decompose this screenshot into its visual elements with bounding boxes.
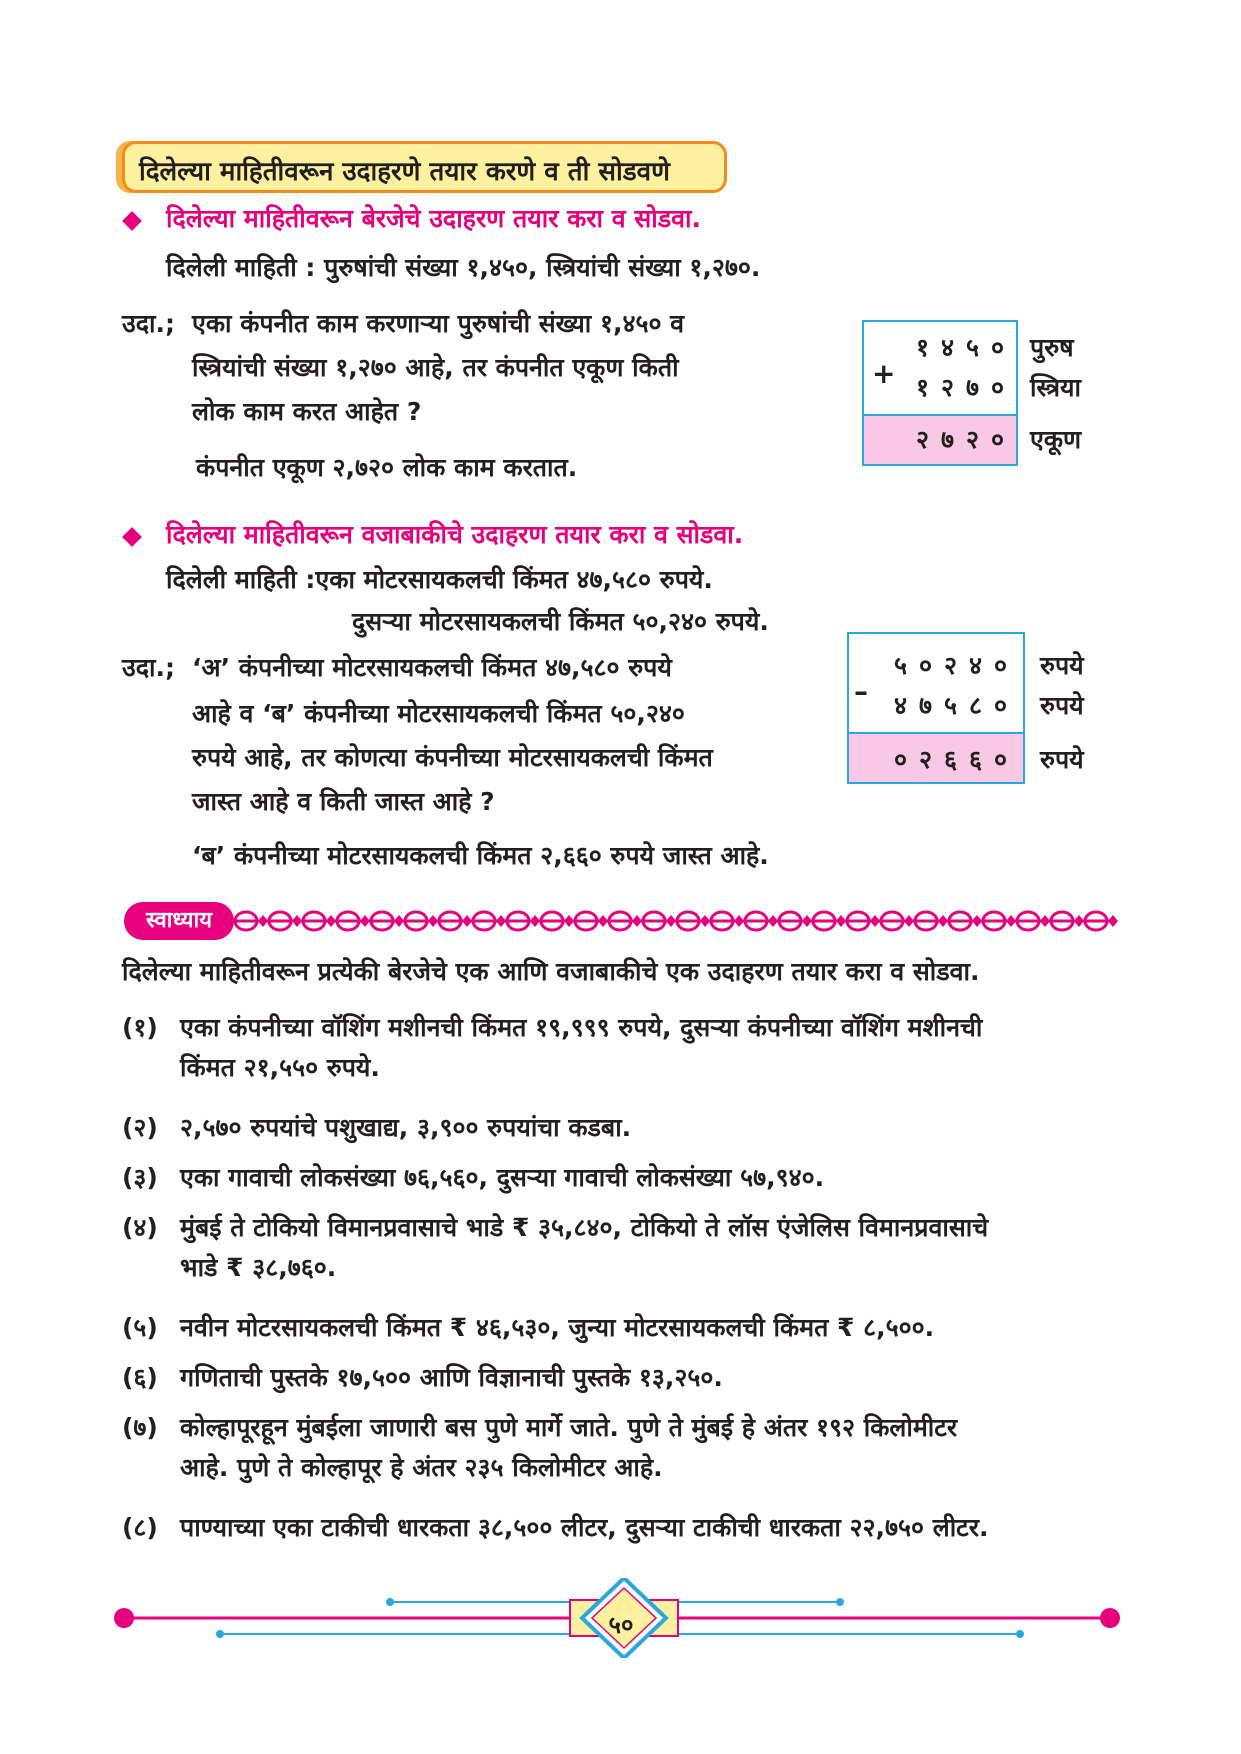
- exercise-item-number: (६): [122, 1363, 158, 1392]
- subtraction-label: रुपये: [1040, 651, 1084, 680]
- addition-answer: कंपनीत एकूण २,७२० लोक काम करतात.: [196, 453, 578, 482]
- exercise-instruction: दिलेल्या माहितीवरून प्रत्येकी बेरजेचे एक आणि वजाबाकीचे एक उदाहरण तयार करा व सोडवा.: [122, 957, 980, 986]
- exercise-item-number: (१): [122, 1013, 158, 1042]
- exercise-item-line: २,५७० रुपयांचे पशुखाद्य, ३,९०० रुपयांचा कडबा.: [180, 1113, 632, 1142]
- subtraction-total: ०२६६०: [894, 745, 1020, 774]
- subtraction-label: रुपये: [1040, 691, 1084, 720]
- addition-label: पुरुष: [1030, 333, 1074, 362]
- subtraction-example-label: उदा.;: [122, 653, 175, 682]
- subtraction-given: दुसऱ्या मोटरसायकलची किंमत ५०,२४० रुपये.: [352, 607, 769, 636]
- addition-label: स्त्रिया: [1030, 373, 1081, 402]
- subtraction-row2: ४७५८०: [894, 691, 1020, 720]
- subtraction-given: दिलेली माहिती :एका मोटरसायकलची किंमत ४७,५८० रुपये.: [166, 565, 713, 594]
- subtraction-row1: ५०२४०: [894, 651, 1020, 680]
- exercise-item-line: पाण्याच्या एका टाकीची धारकता ३८,५०० लीटर, दुसऱ्या टाकीची धारकता २२,७५० लीटर.: [180, 1513, 989, 1542]
- exercise-item-line: मुंबई ते टोकियो विमानप्रवासाचे भाडे ₹ ३५,८४०, टोकियो ते लॉस एंजेलिस विमानप्रवासाचे: [180, 1213, 989, 1242]
- diamond-bullet-icon: [122, 211, 142, 231]
- subtraction-example-line: ‘अ’ कंपनीच्या मोटरसायकलची किंमत ४७,५८० रुपये: [192, 653, 672, 682]
- exercise-item-line: एका गावाची लोकसंख्या ७६,५६०, दुसऱ्या गावाची लोकसंख्या ५७,९४०.: [180, 1163, 825, 1192]
- exercise-item-number: (७): [122, 1413, 158, 1442]
- addition-example-line: लोक काम करत आहेत ?: [192, 397, 422, 426]
- exercise-item-line: एका कंपनीच्या वॉशिंग मशीनची किंमत १९,९९९ रुपये, दुसऱ्या कंपनीच्या वॉशिंग मशीनची: [180, 1013, 983, 1042]
- section-heading: [122, 141, 727, 193]
- exercise-item-line: भाडे ₹ ३८,७६०.: [180, 1253, 337, 1282]
- addition-given: दिलेली माहिती : पुरुषांची संख्या १,४५०, स्त्रियांची संख्या १,२७०.: [166, 253, 761, 282]
- exercise-item-line: गणिताची पुस्तके १७,५०० आणि विज्ञानाची पुस्तके १३,२५०.: [180, 1363, 723, 1392]
- subtraction-example-line: जास्त आहे व किती जास्त आहे ?: [192, 787, 495, 816]
- subtraction-label-total: रुपये: [1040, 745, 1084, 774]
- exercise-item-number: (२): [122, 1113, 158, 1142]
- exercise-item-number: (४): [122, 1213, 158, 1242]
- exercise-item-line: आहे. पुणे ते कोल्हापूर हे अंतर २३५ किलोमीटर आहे.: [180, 1453, 663, 1482]
- exercise-item-line: नवीन मोटरसायकलची किंमत ₹ ४६,५३०, जुन्या मोटरसायकलची किंमत ₹ ८,५००.: [180, 1313, 935, 1342]
- addition-example-label: उदा.;: [122, 309, 175, 338]
- addition-example-line: एका कंपनीत काम करणाऱ्या पुरुषांची संख्या १,४५० व: [192, 309, 685, 338]
- subtraction-operator: –: [854, 675, 868, 708]
- addition-total: २७२०: [916, 425, 1017, 454]
- page-number: ५०: [608, 1611, 634, 1639]
- addition-operator: +: [872, 357, 896, 390]
- addition-label-total: एकूण: [1030, 425, 1082, 454]
- exercise-item-line: कोल्हापूरहून मुंबईला जाणारी बस पुणे मार्गे जाते. पुणे ते मुंबई हे अंतर १९२ किलोमीटर: [180, 1413, 958, 1442]
- chain-decoration-icon: [230, 900, 1120, 942]
- subtraction-title: दिलेल्या माहितीवरून वजाबाकीचे उदाहरण तयार करा व सोडवा.: [166, 520, 744, 549]
- exercise-item-number: (३): [122, 1163, 158, 1192]
- exercise-badge: स्वाध्याय: [124, 902, 234, 940]
- diamond-bullet-icon: [122, 527, 142, 547]
- addition-row1: १४५०: [916, 333, 1017, 362]
- subtraction-example-line: आहे व ‘ब’ कंपनीच्या मोटरसायकलची किंमत ५०,२४०: [192, 699, 685, 728]
- subtraction-answer: ‘ब’ कंपनीच्या मोटरसायकलची किंमत २,६६० रुपये जास्त आहे.: [192, 841, 769, 870]
- addition-example-line: स्त्रियांची संख्या १,२७० आहे, तर कंपनीत एकूण किती: [192, 353, 679, 382]
- addition-title: दिलेल्या माहितीवरून बेरजेचे उदाहरण तयार करा व सोडवा.: [166, 204, 701, 233]
- addition-row2: १२७०: [916, 373, 1017, 402]
- subtraction-example-line: रुपये आहे, तर कोणत्या कंपनीच्या मोटरसायकलची किंमत: [192, 743, 713, 772]
- exercise-item-number: (५): [122, 1313, 158, 1342]
- exercise-item-line: किंमत २१,५५० रुपये.: [180, 1053, 380, 1082]
- exercise-item-number: (८): [122, 1513, 158, 1542]
- section-heading-text: दिलेल्या माहितीवरून उदाहरणे तयार करणे व ती सोडवणे: [139, 157, 670, 187]
